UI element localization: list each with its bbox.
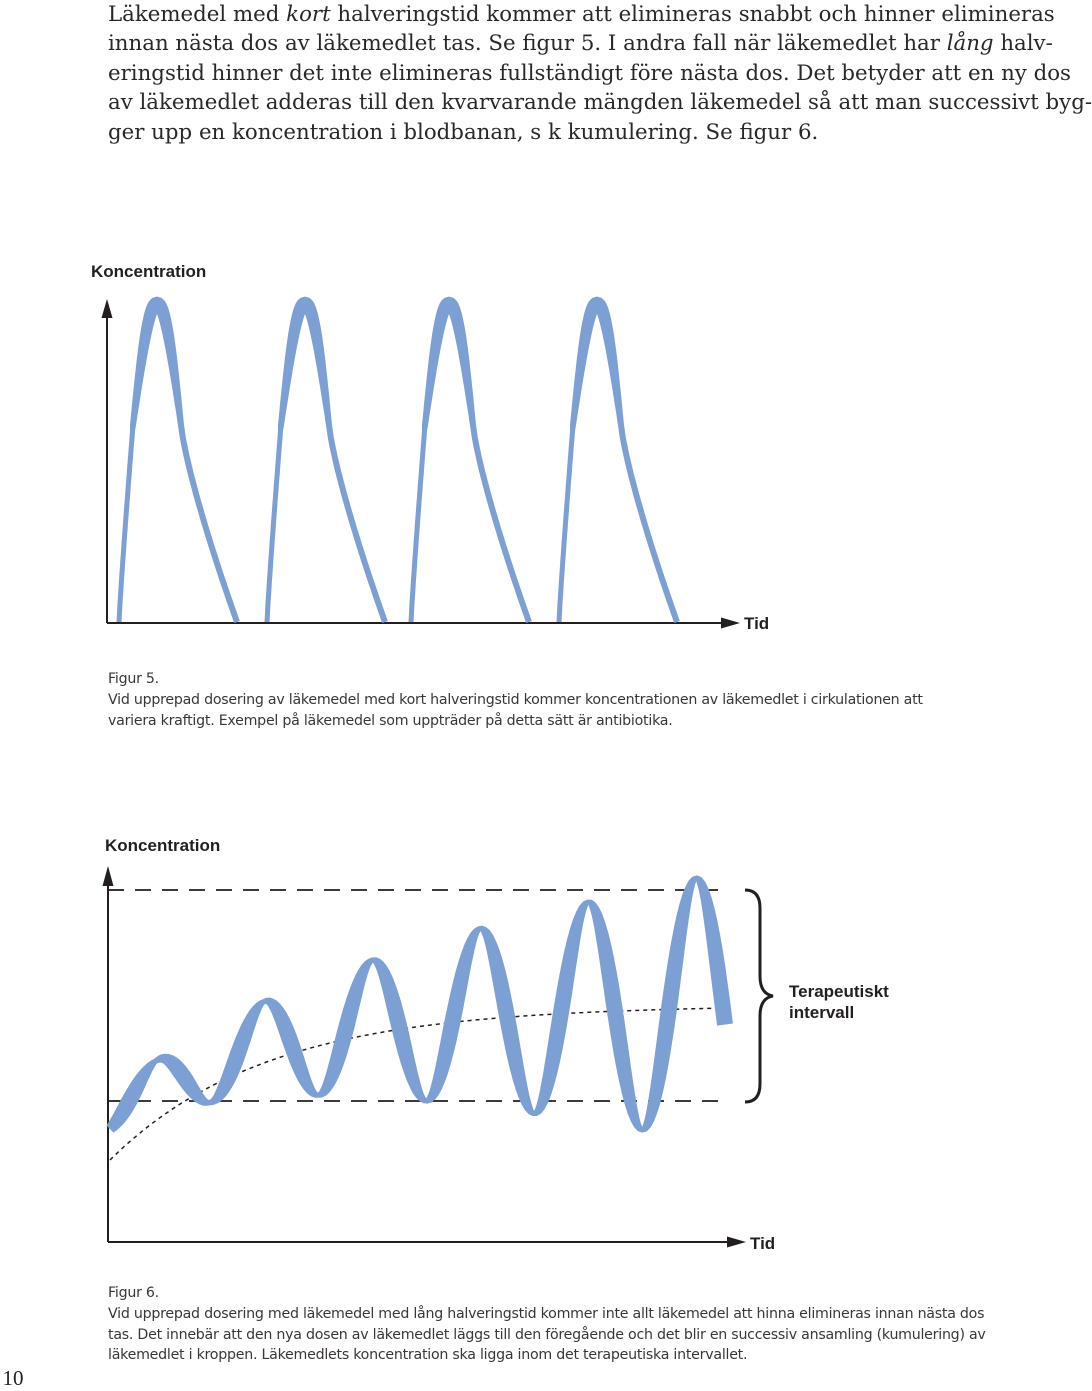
figure-5-dose-pulse: [409, 297, 532, 624]
paragraph-line: av läkemedlet adderas till den kvarvarande mängden läkemedel så att man successivt byg-: [108, 90, 1092, 116]
figure-5-dose-pulse: [265, 297, 388, 624]
figure-6-x-axis-label: Tid: [750, 1234, 776, 1253]
paragraph-line: eringstid hinner det inte elimineras fullständigt före nästa dos. Det betyder att en ny dos: [108, 60, 1071, 86]
figure-5-y-axis-label: Koncentration: [91, 262, 207, 281]
page-number: 10: [2, 1366, 24, 1390]
figure-6-x-axis-arrow: [727, 1237, 746, 1248]
paragraph-line: innan nästa dos av läkemedlet tas. Se figur 5. I andra fall när läkemedlet har lång halv-: [108, 31, 1053, 57]
figure-5-dose-pulse: [117, 297, 240, 624]
figure-6-concentration-curve: [107, 875, 733, 1132]
figure-5-caption: [108, 669, 948, 731]
figure-6-y-axis-label: Koncentration: [105, 836, 221, 855]
figure-5-x-axis-label: Tid: [744, 614, 770, 633]
caption-title: Figur 6.: [108, 1285, 159, 1301]
caption-line: tas. Det innebär att den nya dosen av läkemedlet läggs till den föregående och det blir en successiv ansamling (kumulering) av: [108, 1326, 986, 1343]
caption-line: Vid upprepad dosering med läkemedel med lång halveringstid kommer inte allt läkemedel att hinna elimineras innan nästa dos: [108, 1305, 985, 1322]
emphasis-kort: kort: [286, 2, 331, 27]
body-paragraph: [108, 0, 1092, 147]
caption-line: Vid upprepad dosering av läkemedel med kort halveringstid kommer koncentrationen av läkemedlet i cirkulationen att: [108, 691, 923, 708]
paragraph-line: Läkemedel med kort halveringstid kommer att elimineras snabbt och hinner elimineras: [108, 2, 1055, 27]
figure-5-dose-pulse: [557, 297, 680, 624]
paragraph-line: ger upp en koncentration i blodbanan, s k kumulering. Se figur 6.: [108, 119, 819, 145]
figure-5-y-axis-arrow: [102, 299, 113, 318]
emphasis-lang: lång: [946, 31, 994, 57]
figure-5-concentration-curve: [117, 297, 680, 624]
therapeutic-interval-label: Terapeutiskt: [789, 982, 889, 1001]
figure-6-diagram: [0, 830, 960, 1260]
figure-6-caption: [108, 1283, 986, 1366]
therapeutic-interval-brace: [745, 890, 773, 1102]
figure-6-y-axis-arrow: [103, 866, 114, 886]
caption-line: läkemedlet i kroppen. Läkemedlets koncentration ska ligga inom det terapeutiska intervallet.: [108, 1347, 748, 1364]
figure-5-diagram: [0, 255, 960, 645]
caption-line: variera kraftigt. Exempel på läkemedel som uppträder på detta sätt är antibiotika.: [108, 712, 673, 729]
figure-5-x-axis-arrow: [721, 618, 740, 629]
therapeutic-interval-label: intervall: [789, 1003, 855, 1022]
caption-title: Figur 5.: [108, 671, 159, 687]
